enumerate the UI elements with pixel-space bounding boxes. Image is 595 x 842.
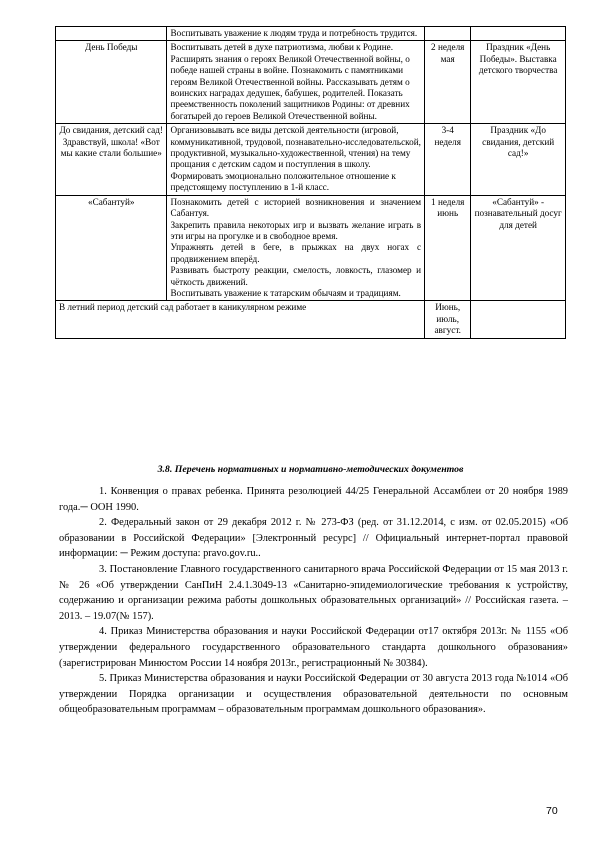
period-cell: 2 неделя мая <box>425 41 471 124</box>
list-item: 3. Постановление Главного государственного санитарного врача Российской Федерации от 15 мая 2013 г. № 26 «Об утверждении СанПиН 2.4.1.3049-13 «Санитарно-эпидемиологические требования к устройству, содержанию и организации режима работы дошкольных образовательных организаций» // Российская газета. – 2013. – 19.07(№ 157). <box>59 563 568 622</box>
theme-cell: День Победы <box>56 41 167 124</box>
theme-cell <box>56 27 167 41</box>
event-cell: Праздник «До свидания, детский сад!» <box>471 124 566 195</box>
activity-line: Закрепить правила некоторых игр и вызвать желание играть в эти игры на прогулке и в свободное время. <box>170 219 422 241</box>
activity-cell: Воспитывать детей в духе патриотизма, любви к Родине. Расширять знания о героях Великой Отечественной войны, о победе нашей страны в войне. Познакомить с памятниками героям Великой Отечественной войны. Рассказывать детям о воинских наградах дедушек, бабушек, родителей. Показать преемственность поколений защитников Родины: от древних богатырей до героев Великой Отечественной войны. <box>167 41 425 124</box>
activity-line: Воспитывать уважение к татарским обычаям и традициям. <box>170 287 401 298</box>
activity-line: Познакомить детей с историей возникновения и значением Сабантуя. <box>170 196 422 219</box>
list-item: 2. Федеральный закон от 29 декабря 2012 г. № 273-ФЗ (ред. от 31.12.2014, с изм. от 02.05.2015) «Об образовании в Российской Федерации» [Электронный ресурс] // Официальный интернет-портал правовой информации: ─ Режим доступа: pravo.gov.ru.. <box>59 517 568 560</box>
list-item: 4. Приказ Министерства образования и науки Российской Федерации от17 октября 2013г. № 1155 «Об утверждении федерального государственного образовательного стандарта дошкольного образования» (зарегистрирован Минюстом России 14 ноября 2013г., регистрационный № 30384). <box>59 626 568 669</box>
note-cell: В летний период детский сад работает в каникулярном режиме <box>56 301 425 338</box>
activity-cell: Организовывать все виды детской деятельности (игровой, коммуникативной, трудовой, познавательно-исследовательской, продуктивной, музыкально-художественной, чтения) на тему прощания с детским садом и поступления в школу. Формировать эмоционально положительное отношение к предстоящему поступлению в 1-й класс. <box>167 124 425 195</box>
period-cell: 3-4 неделя <box>425 124 471 195</box>
table-row <box>56 41 566 124</box>
event-cell: «Сабантуй» - познавательный досуг для детей <box>471 195 566 301</box>
page-number: 70 <box>546 805 558 817</box>
table-row <box>56 27 566 41</box>
theme-cell: До свидания, детский сад! Здравствуй, школа! «Вот мы какие стали большие» <box>56 124 167 195</box>
table-row <box>56 195 566 301</box>
list-item: 1. Конвенция о правах ребенка. Принята резолюцией 44/25 Генеральной Ассамблеи от 20 ноября 1989 года.─ ООН 1990. <box>59 486 568 513</box>
documents-list <box>59 484 568 718</box>
table-row <box>56 301 566 338</box>
period-cell <box>425 27 471 41</box>
section-title: 3.8. Перечень нормативных и нормативно-методических документов <box>157 464 464 475</box>
period-cell: Июнь, июль, август. <box>425 301 471 338</box>
activity-cell: Воспитывать уважение к людям труда и потребность трудится. <box>167 27 425 41</box>
table-row <box>56 124 566 195</box>
event-cell: Праздник «День Победы». Выставка детского творчества <box>471 41 566 124</box>
activity-cell <box>167 195 425 301</box>
event-cell <box>471 301 566 338</box>
activity-line: Упражнять детей в беге, в прыжках на двух ногах с продвижением вперёд. <box>170 242 422 264</box>
theme-cell: «Сабантуй» <box>56 195 167 301</box>
activity-line: Развивать быстроту реакции, смелость, ловкость, глазомер и чёткость движений. <box>170 265 422 287</box>
event-cell <box>471 27 566 41</box>
thematic-plan-table <box>55 26 566 339</box>
period-cell: 1 неделя июнь <box>425 195 471 301</box>
list-item: 5. Приказ Министерства образования и науки Российской Федерации от 30 августа 2013 года №1014 «Об утверждении Порядка организации и осуществления образовательной деятельности по основным общеобразовательным программам – образовательным программам дошкольного образования». <box>59 673 568 716</box>
